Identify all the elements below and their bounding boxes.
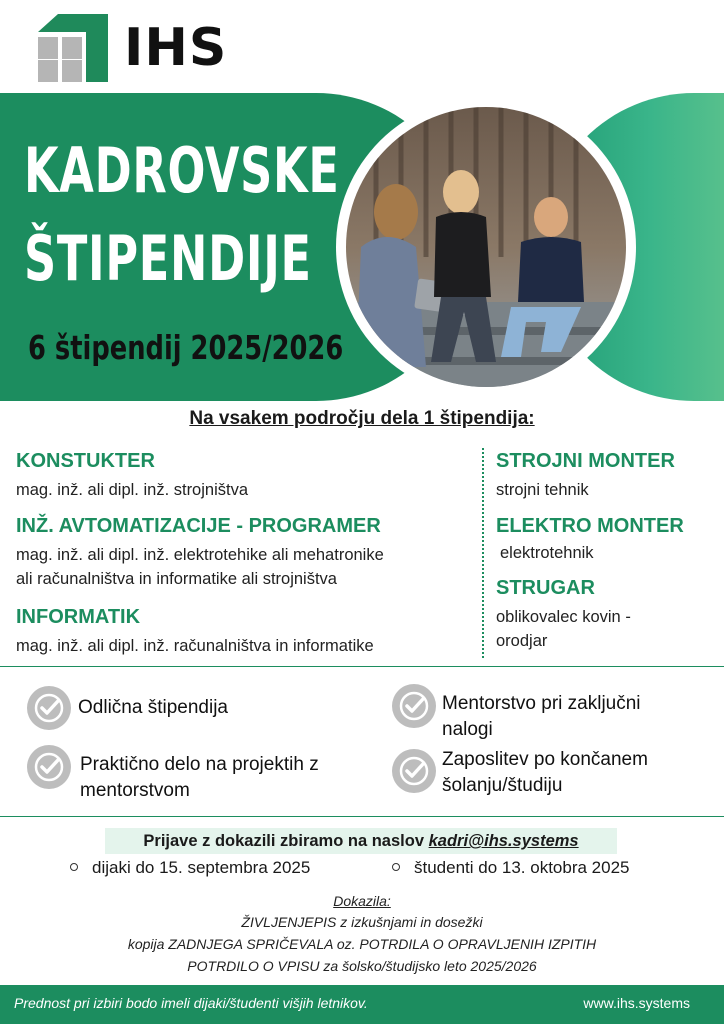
check-circle-icon (27, 745, 71, 789)
check-circle-icon (392, 749, 436, 793)
documents-item: ŽIVLJENJEPIS z izkušnjami in dosežki (241, 914, 483, 930)
deadline-pupils: dijaki do 15. septembra 2025 (70, 858, 310, 878)
position-desc: ali računalništva in informatike ali strojništva (16, 570, 337, 588)
footer-website-link[interactable]: www.ihs.systems (583, 995, 690, 1011)
benefit-text: Mentorstvo pri zaključni nalogi (442, 693, 641, 740)
position-title: KONSTUKTER (16, 450, 155, 472)
benefit-text: Praktično delo na projektih z mentorstvom (80, 754, 319, 801)
bullet-icon (392, 863, 400, 871)
hero-banner (0, 93, 724, 401)
position-desc: orodjar (496, 632, 548, 650)
logo-mark-icon (38, 14, 108, 82)
position-title: INFORMATIK (16, 606, 141, 628)
ihs-logo (38, 14, 227, 82)
documents-item: kopija ZADNJEGA SPRIČEVALA oz. POTRDILA O OPRAVLJENIH IZPITIH (127, 936, 597, 952)
position-title: STRUGAR (496, 577, 595, 599)
position-desc: elektrotehnik (500, 544, 594, 562)
divider-line (0, 666, 724, 667)
deadline-students: študenti do 13. oktobra 2025 (392, 858, 630, 878)
documents-item: POTRDILO O VPISU za šolsko/študijsko leto 2025/2026 (187, 958, 537, 974)
footer-bar (0, 985, 724, 1024)
column-divider (482, 448, 484, 658)
benefit-text: Zaposlitev po končanem šolanju/študiju (442, 749, 648, 796)
check-circle-icon (27, 686, 71, 730)
divider-line (0, 816, 724, 817)
documents-heading: Dokazila: (333, 893, 391, 909)
position-desc: mag. inž. ali dipl. inž. računalništva in informatike (16, 637, 374, 655)
position-desc: oblikovalec kovin - (496, 608, 631, 626)
bullet-icon (70, 863, 78, 871)
position-desc: mag. inž. ali dipl. inž. strojništva (16, 481, 249, 499)
position-desc: strojni tehnik (496, 481, 589, 499)
check-circle-icon (392, 684, 436, 728)
students-photo (346, 107, 626, 387)
position-title: STROJNI MONTER (496, 450, 675, 472)
banner-subtitle: 6 štipendij 2025/2026 (28, 328, 344, 367)
position-desc: mag. inž. ali dipl. inž. elektrotehike ali mehatronike (16, 546, 384, 564)
position-title: ELEKTRO MONTER (496, 515, 684, 537)
logo-text: IHS (124, 18, 228, 78)
banner-title-line1: KADROVSKE (24, 134, 340, 207)
position-title: INŽ. AVTOMATIZACIJE - PROGRAMER (16, 515, 381, 537)
apply-banner (105, 828, 617, 854)
apply-text: Prijave z dokazili zbiramo na naslov (143, 832, 429, 850)
banner-title-line2: ŠTIPENDIJE (24, 222, 312, 295)
apply-email-link[interactable]: kadri@ihs.systems (428, 832, 579, 850)
footer-note: Prednost pri izbiri bodo imeli dijaki/študenti višjih letnikov. (14, 995, 368, 1011)
section-heading: Na vsakem področju dela 1 štipendija: (189, 408, 535, 429)
benefit-text: Odlična štipendija (78, 697, 228, 718)
